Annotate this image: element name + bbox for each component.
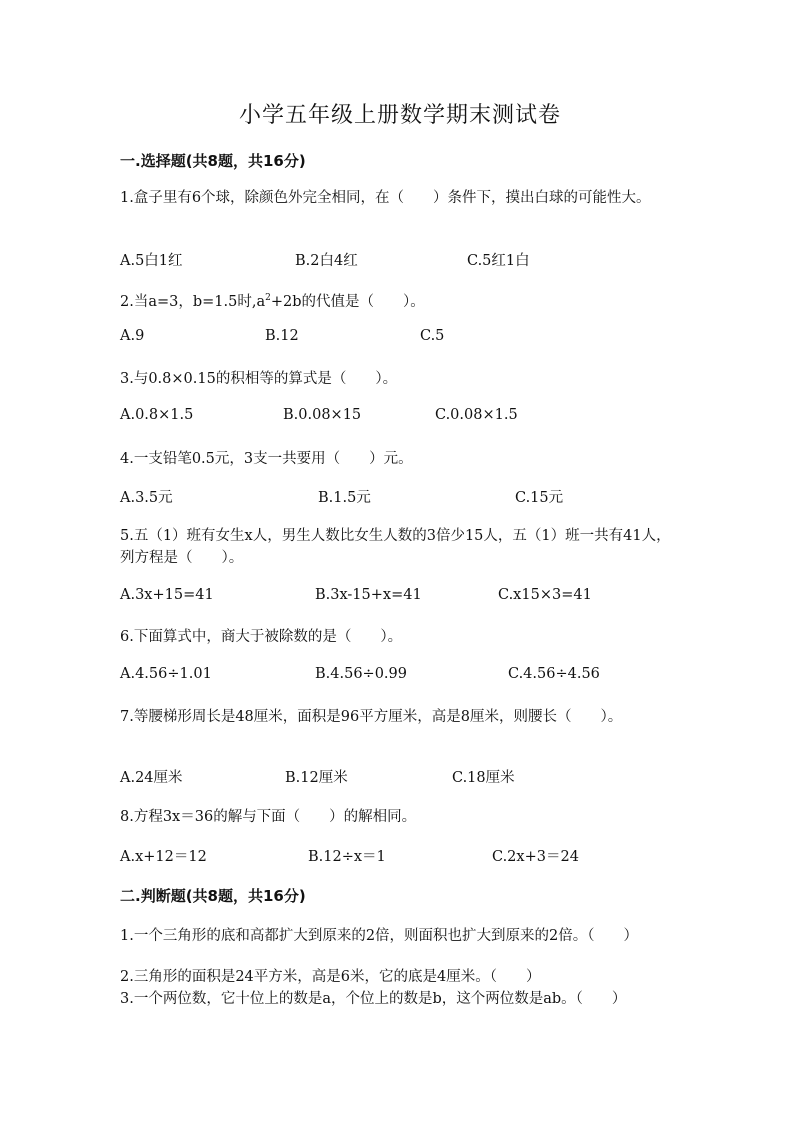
option-c: C.18厘米 xyxy=(452,770,515,786)
question-2 xyxy=(120,287,685,313)
option-c: C.0.08×1.5 xyxy=(435,407,518,423)
question-2-text-pre: 2.当a=3，b=1.5时,a xyxy=(120,293,266,310)
section-heading-choice: 一.选择题(共8题，共16分) xyxy=(120,152,306,170)
option-b: B.1.5元 xyxy=(318,490,371,506)
question-3: 3.与0.8×0.15的积相等的算式是（ ）。 xyxy=(120,371,398,387)
option-b: B.12厘米 xyxy=(285,770,348,786)
options-8 xyxy=(120,845,720,867)
option-b: B.4.56÷0.99 xyxy=(315,666,407,682)
option-a: A.x+12＝12 xyxy=(120,849,207,865)
question-2-text-post: +2b的代值是（ ）。 xyxy=(270,293,425,310)
question-7: 7.等腰梯形周长是48厘米，面积是96平方厘米，高是8厘米，则腰长（ ）。 xyxy=(120,709,623,725)
question-1: 1.盒子里有6个球，除颜色外完全相同，在（ ）条件下，摸出白球的可能性大。 xyxy=(120,190,651,206)
option-c: C.x15×3=41 xyxy=(498,587,592,603)
option-b: B.12 xyxy=(265,328,299,344)
section-heading-judge: 二.判断题(共8题，共16分) xyxy=(120,887,306,905)
option-a: A.5白1红 xyxy=(120,253,183,269)
judge-question-2: 2.三角形的面积是24平方米，高是6米，它的底是4厘米。（ ） xyxy=(120,969,541,985)
option-a: A.24厘米 xyxy=(120,770,183,786)
question-8: 8.方程3x＝36的解与下面（ ）的解相同。 xyxy=(120,809,417,825)
option-a: A.4.56÷1.01 xyxy=(120,666,212,682)
option-c: C.2x+3＝24 xyxy=(492,849,579,865)
question-2-superscript: 2 xyxy=(265,293,271,303)
option-b: B.2白4红 xyxy=(295,253,358,269)
judge-question-3: 3.一个两位数，它十位上的数是a，个位上的数是b，这个两位数是ab。（ ） xyxy=(120,991,627,1007)
option-a: A.9 xyxy=(120,328,145,344)
judge-question-1: 1.一个三角形的底和高都扩大到原来的2倍，则面积也扩大到原来的2倍。（ ） xyxy=(120,928,639,944)
page-title: 小学五年级上册数学期末测试卷 xyxy=(238,103,561,128)
option-c: C.15元 xyxy=(515,490,564,506)
options-6 xyxy=(120,666,720,688)
option-c: C.5 xyxy=(420,328,445,344)
question-6: 6.下面算式中，商大于被除数的是（ ）。 xyxy=(120,629,403,645)
option-a: A.3.5元 xyxy=(120,490,173,506)
option-a: A.3x+15=41 xyxy=(120,587,214,603)
options-3 xyxy=(120,407,720,429)
options-7 xyxy=(120,766,720,788)
question-5: 5.五（1）班有女生x人，男生人数比女生人数的3倍少15人，五（1）班一共有41人，列方程是（ ）。 xyxy=(120,528,671,566)
question-4: 4.一支铅笔0.5元，3支一共要用（ ）元。 xyxy=(120,451,413,467)
option-c: C.5红1白 xyxy=(467,253,530,269)
options-4 xyxy=(120,486,720,508)
option-b: B.12÷x＝1 xyxy=(308,849,386,865)
option-c: C.4.56÷4.56 xyxy=(508,666,600,682)
options-2 xyxy=(120,328,720,350)
option-b: B.0.08×15 xyxy=(283,407,362,423)
option-a: A.0.8×1.5 xyxy=(120,407,194,423)
option-b: B.3x-15+x=41 xyxy=(315,587,422,603)
options-5 xyxy=(120,587,720,609)
options-1 xyxy=(120,249,720,271)
